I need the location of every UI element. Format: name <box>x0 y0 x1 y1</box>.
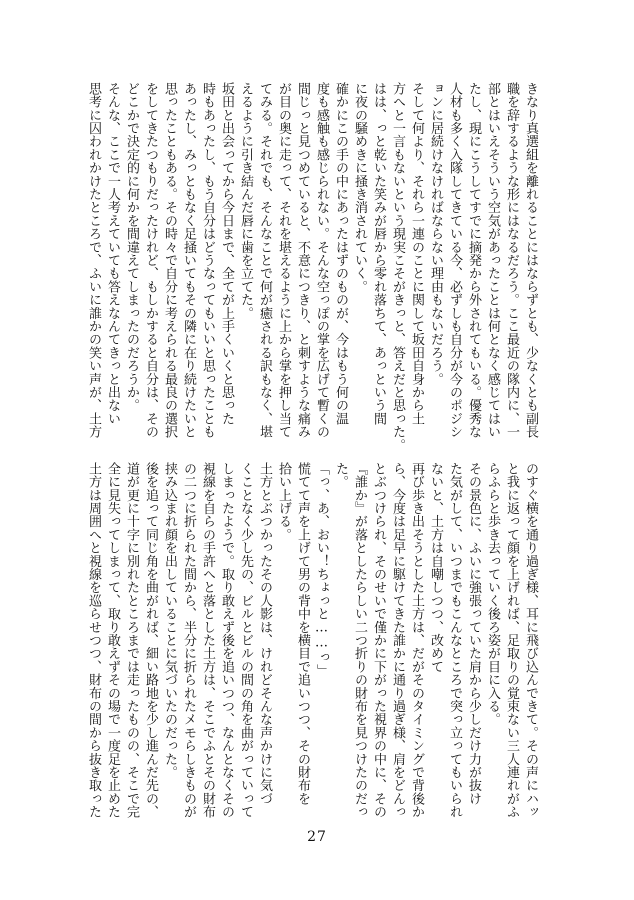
text-line: 挟み込まれ顔を出していることに気づいたのだった。 <box>162 462 177 779</box>
text-line: た気がして、いつまでもこんなところで突っ立ってもいられ <box>447 462 462 819</box>
text-line: たし、現にこうしてすでに摘発から外されてもいる。優秀な <box>466 82 481 439</box>
text-line: の二つに折られた間から、半分に折られたメモらしきものが <box>181 462 196 819</box>
text-line: 視線を自らの手許へと落とした土方は、そこでふとその財布 <box>200 462 215 819</box>
text-line: きなり真選組を離れることにはならずとも、少なくとも副長 <box>523 82 538 439</box>
text-line: その景色に、ふいに強張っていた肩から少しだけ力が抜け <box>466 462 481 806</box>
text-line: た。 <box>333 462 348 489</box>
text-line: と我に返って顔を上げれば、足取りの覚束ない三人連れがふ <box>504 462 519 819</box>
text-line: 道が更に十字に別れたところまでは走ったものの、そこで完 <box>124 462 139 819</box>
text-line: しまったようで。取り敢えず後を追いつつ、なんとなくその <box>219 462 234 819</box>
text-line: 土方とぶつかったその人影は、けれどそんな声かけに気づ <box>257 462 272 806</box>
text-line: 拾い上げる。 <box>276 462 291 542</box>
text-line: 度も感触も感じられない。そんな空っぽの掌を広げて暫くの <box>314 82 329 439</box>
text-line: 部とはいえそういう空気があったことは何となく感じてはい <box>485 82 500 439</box>
text-line: 『誰か』が落としたらしい二つ折りの財布を見つけたのだっ <box>352 462 367 819</box>
text-line: 慌てて声を上げて男の背中を横目で追いつつ、その財布を <box>295 462 310 806</box>
text-line: に夜の騒めきに掻き消されていく。 <box>352 82 367 294</box>
text-line: らふらと歩き去っていく後ろ姿が目に入る。 <box>485 462 500 726</box>
text-line: 間じっと見つめていると、不意につきり、と刺すような痛み <box>295 82 310 439</box>
text-line: 土方は周囲へと視線を巡らせつつ、財布の間から抜き取った <box>86 462 101 819</box>
text-line: ら、今度は足早に駆けてきた誰かに通り過ぎ様、肩をどんっ <box>390 462 405 819</box>
bottom-text-block <box>86 462 540 819</box>
text-line: 職を辞するような形にはなるだろう。ここ最近の隊内に、一 <box>504 82 519 439</box>
text-line: が目の奥に走って、それを堪えるように上から掌を押し当て <box>276 82 291 439</box>
page-number: 27 <box>307 829 327 845</box>
text-line: ないと、土方は自嘲しつつ、改めて <box>428 462 443 674</box>
text-line: 確かにこの手の中にあったはずのものが、今はもう何の温 <box>333 82 348 426</box>
text-line: とぶつけられ、そのせいで僅かに下がった視界の中に、その <box>371 462 386 819</box>
text-line: 時もあったし、もう自分はどうなってもいいと思ったことも <box>200 82 215 439</box>
text-line: てみる。それでも、そんなことで何が癒される訳もなく、堪 <box>257 82 272 439</box>
text-line: くことなく少し先の、ビルとビルの間の角を曲がっていって <box>238 462 253 819</box>
text-line: 人材も多く入隊してきている今、必ずしも自分が今のポジシ <box>447 82 462 439</box>
text-line: 再び歩き出そうとした土方は、だがそのタイミングで背後か <box>409 462 424 819</box>
text-line: えるように引き結んだ唇に歯を立てた。 <box>238 82 253 320</box>
text-line: あったし、みっともなく足掻いてもその隣に在り続けたいと <box>181 82 196 439</box>
text-line: そして何より、それら一連のことに関して坂田自身から土 <box>409 82 424 426</box>
top-text-block <box>86 82 540 452</box>
text-line: をしてきたつもりだったけれど、もしかすると自分は、その <box>143 82 158 439</box>
text-line: 全に見失ってしまって、取り敢えずその場で一度足を止めた <box>105 462 120 819</box>
text-line: 「っ、あ、おい！ちょっと……っ」 <box>314 462 329 678</box>
text-line: 思考に囚われかけたところで、ふいに誰かの笑い声が、土方 <box>86 82 101 439</box>
text-line: 坂田と出会ってから今日まで、全てが上手くいくと思った <box>219 82 234 426</box>
text-line: はは、っと乾いた笑みが唇から零れ落ちて、あっという間 <box>371 82 386 426</box>
text-line: 思ったこともある。その時々で自分に考えられる最良の選択 <box>162 82 177 439</box>
text-line: 後を追って同じ角を曲がれば、細い路地を少し進んだ先の、 <box>143 462 158 819</box>
text-line: どこかで決定的に何かを間違えてしまったのだろうか。 <box>124 82 139 412</box>
text-line: ョンに居続けなければならない理由もないだろう。 <box>428 82 443 386</box>
text-line: そんな、ここで一人考えていても答えなんてきっと出ない <box>105 82 120 426</box>
text-line: 方へと一言もないという現実こそがきっと、答えだと思った。 <box>390 82 405 452</box>
text-line: のすぐ横を通り過ぎ様、耳に飛び込んできて。その声にハッ <box>523 462 538 819</box>
